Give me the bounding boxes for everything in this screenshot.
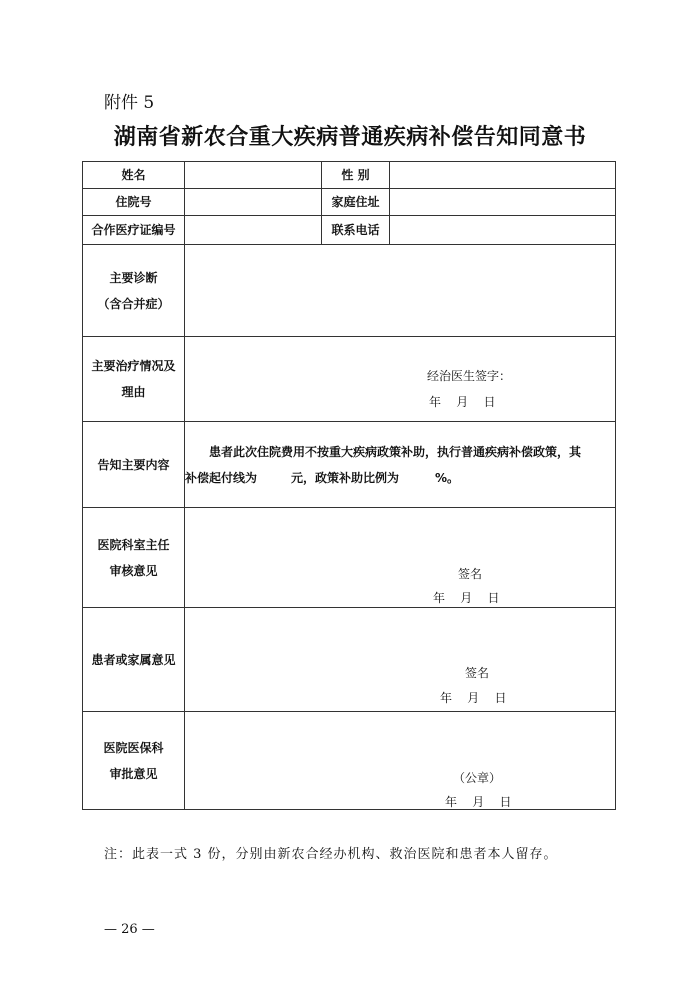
notice-threshold-text: 补偿起付线为 [185, 470, 258, 485]
dept-review-label-line-2: 审核意见 [109, 563, 158, 578]
dept-review-label [83, 508, 185, 608]
dept-review-field[interactable] [185, 508, 616, 608]
notice-ratio-text: 元，政策补助比例为 [291, 470, 400, 485]
official-seal-label: （公章） [453, 771, 502, 785]
dept-review-label-line-1: 医院科室主任 [97, 537, 170, 552]
dept-signature-label: 签名 [458, 567, 483, 581]
row-patient-opinion [83, 608, 616, 712]
notice-line-1: 患者此次住院费用不按重大疾病政策补助，执行普通疾病补偿政策，其 [209, 444, 582, 459]
row-notice [83, 422, 616, 508]
gender-label: 性 别 [322, 162, 390, 189]
phone-field[interactable] [390, 216, 616, 245]
treatment-label-line-1: 主要治疗情况及 [91, 359, 176, 373]
notice-label: 告知主要内容 [83, 422, 185, 508]
name-field[interactable] [185, 162, 322, 189]
name-label: 姓名 [83, 162, 185, 189]
row-dept-review [83, 508, 616, 608]
attachment-label: 附件 5 [104, 93, 155, 113]
insurance-approval-field[interactable] [185, 712, 616, 810]
insurance-label-line-2: 审批意见 [109, 766, 158, 781]
diagnosis-label [83, 245, 185, 337]
gender-field[interactable] [390, 162, 616, 189]
insurance-label-line-1: 医院医保科 [103, 740, 164, 755]
patient-opinion-date: 年 月 日 [440, 691, 507, 705]
row-name-gender [83, 162, 616, 189]
diagnosis-field[interactable] [185, 245, 616, 337]
treatment-label [83, 337, 185, 422]
diagnosis-label-line-2: （含合并症） [97, 296, 170, 311]
patient-opinion-label: 患者或家属意见 [83, 608, 185, 712]
notice-line-2 [185, 465, 615, 491]
row-diagnosis [83, 245, 616, 337]
coop-id-field[interactable] [185, 216, 322, 245]
address-label: 家庭住址 [322, 189, 390, 216]
admission-number-field[interactable] [185, 189, 322, 216]
treatment-field[interactable] [185, 337, 616, 422]
treatment-date: 年 月 日 [429, 395, 496, 409]
coop-id-label: 合作医疗证编号 [83, 216, 185, 245]
doctor-signature-label: 经治医生签字： [427, 369, 512, 383]
treatment-label-line-2: 理由 [121, 385, 146, 399]
row-treatment [83, 337, 616, 422]
notice-percent-text: %。 [435, 470, 460, 485]
consent-form-table [82, 161, 616, 810]
page-number: — 26 — [104, 922, 155, 937]
insurance-approval-date: 年 月 日 [445, 795, 512, 809]
patient-signature-label: 签名 [465, 666, 490, 680]
form-title: 湖南省新农合重大疾病普通疾病补偿告知同意书 [113, 124, 587, 150]
address-field[interactable] [390, 189, 616, 216]
admission-number-label: 住院号 [83, 189, 185, 216]
phone-label: 联系电话 [322, 216, 390, 245]
patient-opinion-field[interactable] [185, 608, 616, 712]
insurance-approval-label [83, 712, 185, 810]
diagnosis-label-line-1: 主要诊断 [109, 270, 158, 285]
row-insurance-approval [83, 712, 616, 810]
row-admission-address [83, 189, 616, 216]
dept-review-date: 年 月 日 [433, 591, 500, 605]
row-coop-phone [83, 216, 616, 245]
footnote: 注：此表一式 3 份，分别由新农合经办机构、救治医院和患者本人留存。 [104, 847, 558, 862]
notice-content [185, 422, 616, 508]
